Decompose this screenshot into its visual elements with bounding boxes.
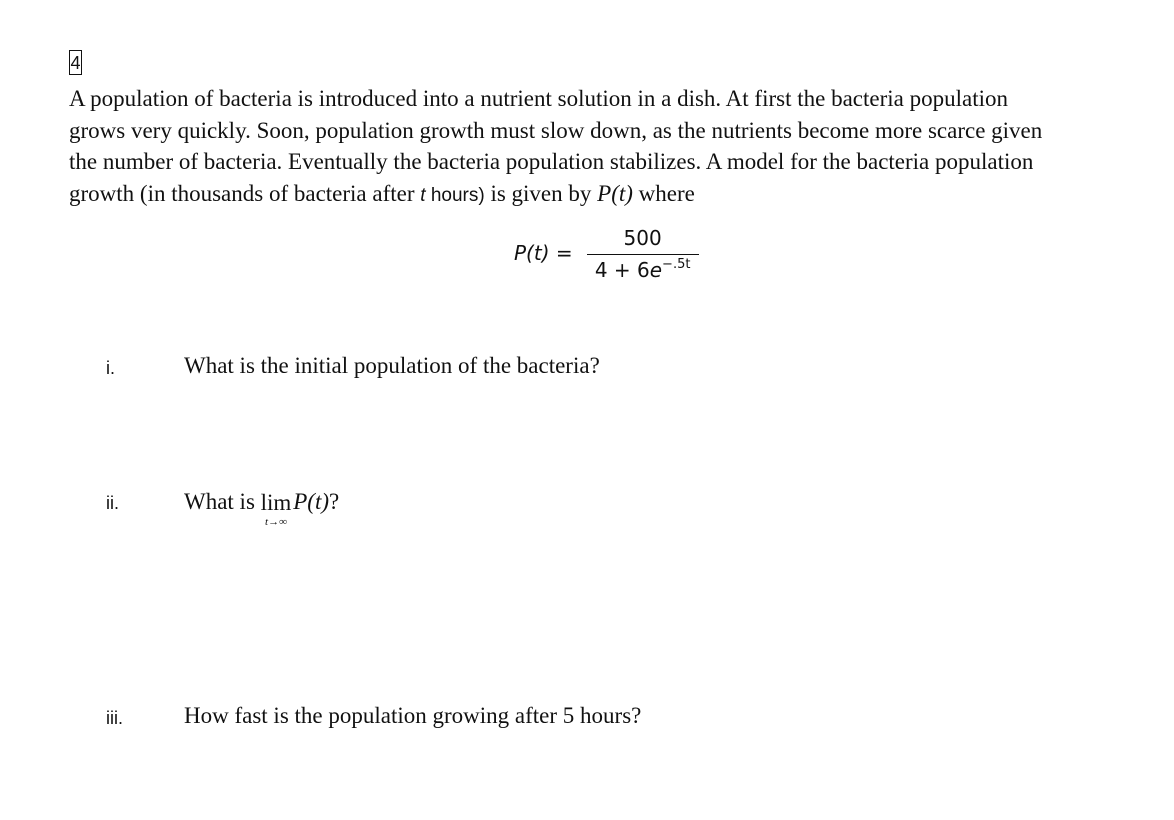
problem-number: 4 bbox=[69, 50, 82, 75]
limit-function: P(t) bbox=[293, 489, 330, 514]
limit-expression bbox=[261, 489, 292, 528]
time-unit-phrase bbox=[420, 185, 484, 206]
intro-line-2: grows very quickly. Soon, population growth must slow down, as the nutrients become more scarce given bbox=[69, 117, 1043, 143]
formula-numerator: 500 bbox=[623, 226, 662, 250]
question-1-text: What is the initial population of the bacteria? bbox=[184, 353, 600, 378]
intro-line-4-end: where bbox=[632, 180, 695, 206]
hours-text: hours) bbox=[425, 184, 485, 206]
question-2-label: ii. bbox=[106, 493, 119, 513]
denominator-e: e bbox=[649, 258, 663, 282]
denominator-exponent: −.5t bbox=[662, 257, 691, 272]
intro-line-4-mid: is given by bbox=[484, 180, 598, 206]
time-variable: t bbox=[420, 184, 426, 206]
problem-statement bbox=[69, 83, 1169, 211]
question-2-start: What is bbox=[184, 489, 261, 514]
function-name: P(t) bbox=[597, 180, 633, 206]
formula-equals: = bbox=[555, 241, 573, 265]
question-2-end: ? bbox=[329, 489, 340, 514]
limit-word: lim bbox=[260, 490, 292, 515]
intro-line-1: A population of bacteria is introduced into a nutrient solution in a dish. At first the bacteria population bbox=[69, 86, 1008, 111]
limit-subscript: t→∞ bbox=[265, 516, 287, 528]
intro-line-3: the number of bacteria. Eventually the bacteria population stabilizes. A model for the bacteria population bbox=[69, 149, 1034, 174]
question-3-text: How fast is the population growing after 5 hours? bbox=[184, 703, 642, 728]
intro-line-4-start: growth (in thousands of bacteria after bbox=[69, 180, 421, 206]
population-formula bbox=[514, 226, 699, 282]
question-3-label: iii. bbox=[106, 708, 123, 728]
intro-line-4 bbox=[69, 178, 1169, 212]
question-2-text bbox=[184, 489, 339, 528]
question-1-label: i. bbox=[106, 358, 115, 378]
denominator-base: 4 + 6 bbox=[594, 258, 650, 282]
formula-lhs bbox=[514, 241, 573, 267]
formula-fraction bbox=[587, 226, 699, 282]
formula-denominator bbox=[595, 255, 691, 282]
formula-lhs-func: P(t) bbox=[514, 241, 550, 265]
